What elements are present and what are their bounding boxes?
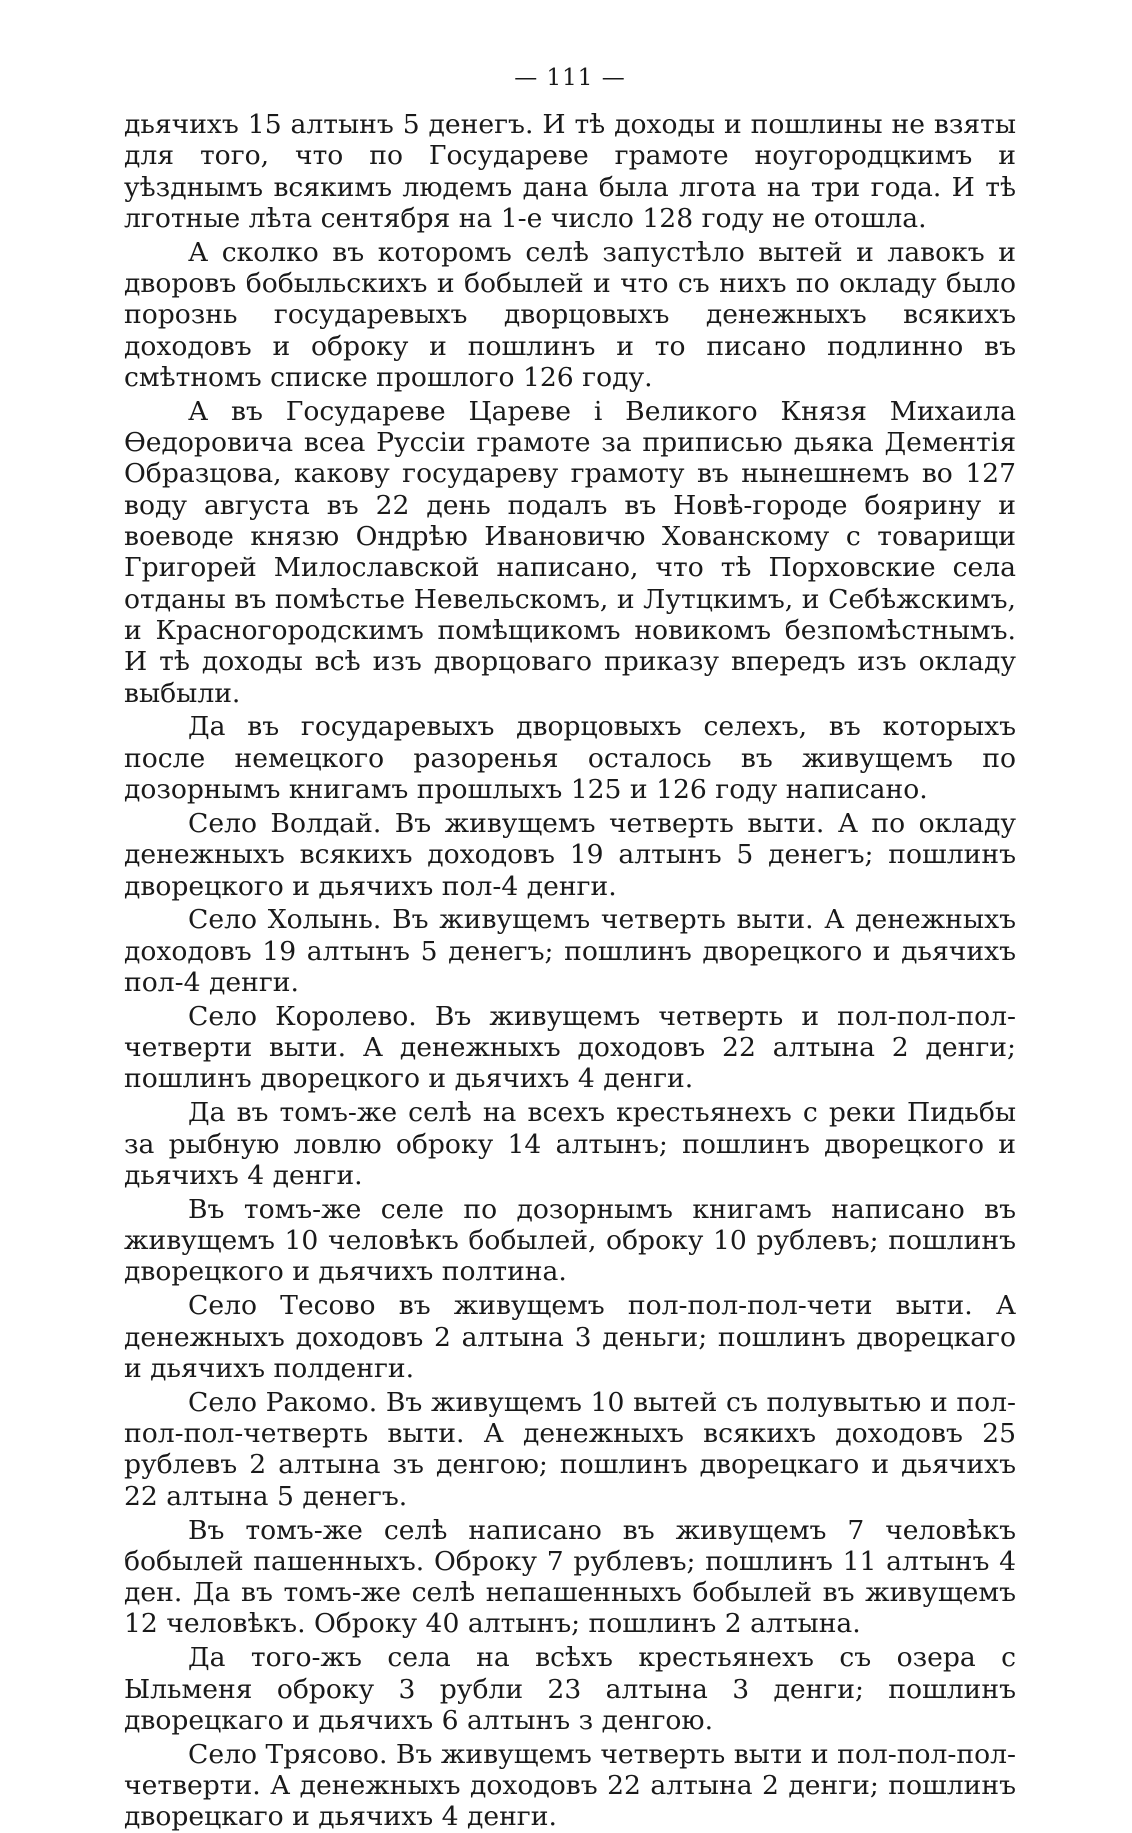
paragraph: Село Тесово въ живущемъ пол-пол-пол-чети выти. А денежныхъ доходовъ 2 алтына 3 деньги; пошлинъ дворецкаго и дьячихъ полденги.	[124, 1290, 1016, 1384]
paragraph: Въ томъ-же селе по дозорнымъ книгамъ написано въ живущемъ 10 человѣкъ бобылей, оброку 10 рублевъ; пошлинъ дворецкого и дьячихъ полтина.	[124, 1193, 1016, 1288]
paragraph: Въ томъ-же селѣ написано въ живущемъ 7 человѣкъ бобылей пашенныхъ. Оброку 7 рублевъ; пошлинъ 11 алтынъ 4 ден. Да въ томъ-же селѣ непашенныхъ бобылей въ живущемъ 12 человѣкъ. Оброку 40 алтынъ; пошлинъ 2 алтына.	[124, 1514, 1016, 1640]
paragraph: Село Ракомо. Въ живущемъ 10 вытей съ полувытью и пол-пол-пол-четверть выти. А денежныхъ всякихъ доходовъ 25 рублевъ 2 алтына зъ денгою; пошлинъ дворецкаго и дьячихъ 22 алтына 5 денегъ.	[124, 1386, 1016, 1512]
paragraph: Село Королево. Въ живущемъ четверть и пол-пол-пол-четверти выти. А денежныхъ доходовъ 22 алтына 2 денги; пошлинъ дворецкого и дьячихъ 4 денги.	[124, 1000, 1016, 1095]
paragraph: Село Холынь. Въ живущемъ четверть выти. А денежныхъ доходовъ 19 алтынъ 5 денегъ; пошлинъ дворецкого и дьячихъ пол-4 денги.	[124, 904, 1016, 998]
page-number: — 111 —	[514, 65, 626, 91]
paragraph: Да того-жъ села на всѣхъ крестьянехъ съ озера с Ыльменя оброку 3 рубли 23 алтына 3 денги; пошлинъ дворецкаго и дьячихъ 6 алтынъ з денгою.	[124, 1642, 1016, 1736]
paragraph: А въ Государеве Цареве і Великого Князя Михаила Ѳедоровича всеа Руссіи грамоте за приписью дьяка Дементія Образцова, какову государеву грамоту въ нынешнемъ во 127 воду августа въ 22 день подалъ въ Новѣ-городе боярину и воеводе князю Ондрѣю Ивановичю Хованскому с товарищи Григорей Милославской написано, что тѣ Порховские села отданы въ помѣстье Невельскомъ, и Лутцкимъ, и Себѣжскимъ, и Красногородскимъ помѣщикомъ новикомъ безпомѣстнымъ. И тѣ доходы всѣ изъ дворцоваго приказу впередъ изъ окладу выбыли.	[124, 395, 1016, 709]
paragraph: А сколко въ которомъ селѣ запустѣло вытей и лавокъ и дворовъ бобыльскихъ и бобылей и что съ нихъ по окладу было порознь государевыхъ дворцовыхъ денежныхъ всякихъ доходовъ и оброку и пошлинъ и то писано подлинно въ смѣтномъ списке прошлого 126 году.	[124, 236, 1016, 393]
paragraph: дьячихъ 15 алтынъ 5 денегъ. И тѣ доходы и пошлины не взяты для того, что по Государеве грамоте ноугородцкимъ и уѣзднымъ всякимъ людемъ дана была лгота на три года. И тѣ лготные лѣта сентября на 1-е число 128 году не отошла.	[124, 109, 1016, 234]
paragraph: Да въ государевыхъ дворцовыхъ селехъ, въ которыхъ после немецкого разоренья осталось въ живущемъ по дозорнымъ книгамъ прошлыхъ 125 и 126 году написано.	[124, 711, 1016, 806]
book-page	[124, 60, 1016, 1833]
paragraph: Село Волдай. Въ живущемъ четверть выти. А по окладу денежныхъ всякихъ доходовъ 19 алтынъ 5 денегъ; пошлинъ дворецкого и дьячихъ пол-4 денги.	[124, 807, 1016, 902]
paragraph: Село Трясово. Въ живущемъ четверть выти и пол-пол-пол-четверти. А денежныхъ доходовъ 22 алтына 2 денги; пошлинъ дворецкаго и дьячихъ 4 денги.	[124, 1738, 1016, 1833]
paragraph: Да въ томъ-же селѣ на всехъ крестьянехъ с реки Пидьбы за рыбную ловлю оброку 14 алтынъ; пошлинъ дворецкого и дьячихъ 4 денги.	[124, 1097, 1016, 1191]
